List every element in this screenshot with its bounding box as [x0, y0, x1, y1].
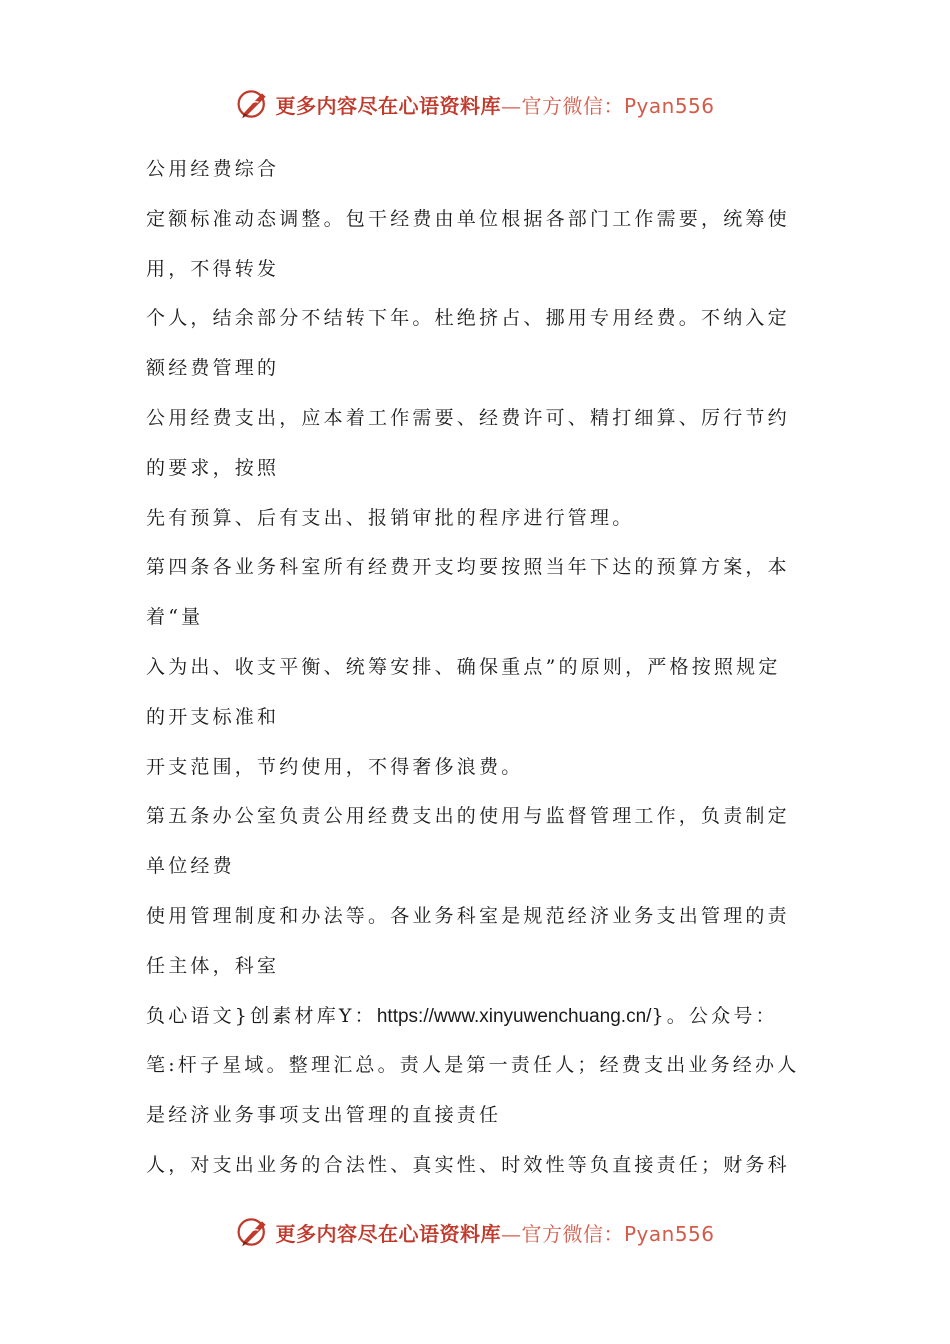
- text-line: 单位经费: [146, 855, 235, 878]
- text-line: 任主体，科室: [146, 954, 280, 977]
- banner-wechat-label: 官方微信：: [521, 1221, 624, 1246]
- text-line: 第四条各业务科室所有经费开支均要按照当年下达的预算方案，本: [146, 556, 790, 579]
- text-line: 先有预算、后有支出、报销审批的程序进行管理。: [146, 506, 635, 529]
- banner-separator: —: [500, 93, 522, 118]
- text-line: 第五条办公室负责公用经费支出的使用与监督管理工作，负责制定: [146, 805, 790, 828]
- banner-text: [275, 1218, 714, 1247]
- link-line-suffix: }。公众号：: [651, 1004, 778, 1027]
- text-line: 的开支标准和: [146, 705, 280, 728]
- banner-separator: —: [500, 1221, 522, 1246]
- text-line: 公用经费综合: [146, 158, 280, 180]
- pen-logo-icon: [235, 86, 271, 122]
- header-banner: [0, 84, 950, 124]
- text-line: 个人，结余部分不结转下年。杜绝挤占、挪用专用经费。不纳入定: [146, 307, 790, 330]
- document-body: [146, 145, 811, 1191]
- text-line: 公用经费支出，应本着工作需要、经费许可、精打细算、厉行节约: [146, 406, 790, 429]
- link-line-prefix: 负心语文}创素材库Y：: [146, 1004, 377, 1027]
- text-line: 人，对支出业务的合法性、真实性、时效性等负直接责任；财务科: [146, 1153, 790, 1176]
- banner-main-text: 更多内容尽在心语资料库: [275, 1221, 501, 1246]
- text-line: 用，不得转发: [146, 257, 280, 280]
- text-line: 使用管理制度和办法等。各业务科室是规范经济业务支出管理的责: [146, 904, 790, 927]
- text-line: 开支范围，节约使用，不得奢侈浪费。: [146, 755, 524, 778]
- link-line: [146, 992, 811, 1042]
- text-line: 定额标准动态调整。包干经费由单位根据各部门工作需要，统筹使: [146, 207, 790, 230]
- text-line: 是经济业务事项支出管理的直接责任: [146, 1104, 502, 1127]
- banner-wechat-id: Pyan556: [623, 93, 715, 118]
- banner-wechat-label: 官方微信：: [521, 93, 624, 118]
- text-line: 的要求，按照: [146, 456, 280, 479]
- banner-main-text: 更多内容尽在心语资料库: [275, 93, 501, 118]
- source-url-link[interactable]: https://www.xinyuwenchuang.cn/: [376, 1005, 652, 1027]
- text-line: 额经费管理的: [146, 357, 280, 380]
- footer-banner: [0, 1212, 950, 1252]
- pen-logo-icon: [235, 1214, 271, 1250]
- text-line: 入为出、收支平衡、统筹安排、确保重点”的原则，严格按照规定: [146, 655, 781, 678]
- text-line: 笔:杆子星域。整理汇总。责人是第一责任人；经费支出业务经办人: [146, 1054, 800, 1077]
- banner-text: [275, 90, 714, 119]
- text-line: 着“量: [146, 606, 204, 629]
- banner-wechat-id: Pyan556: [623, 1221, 715, 1246]
